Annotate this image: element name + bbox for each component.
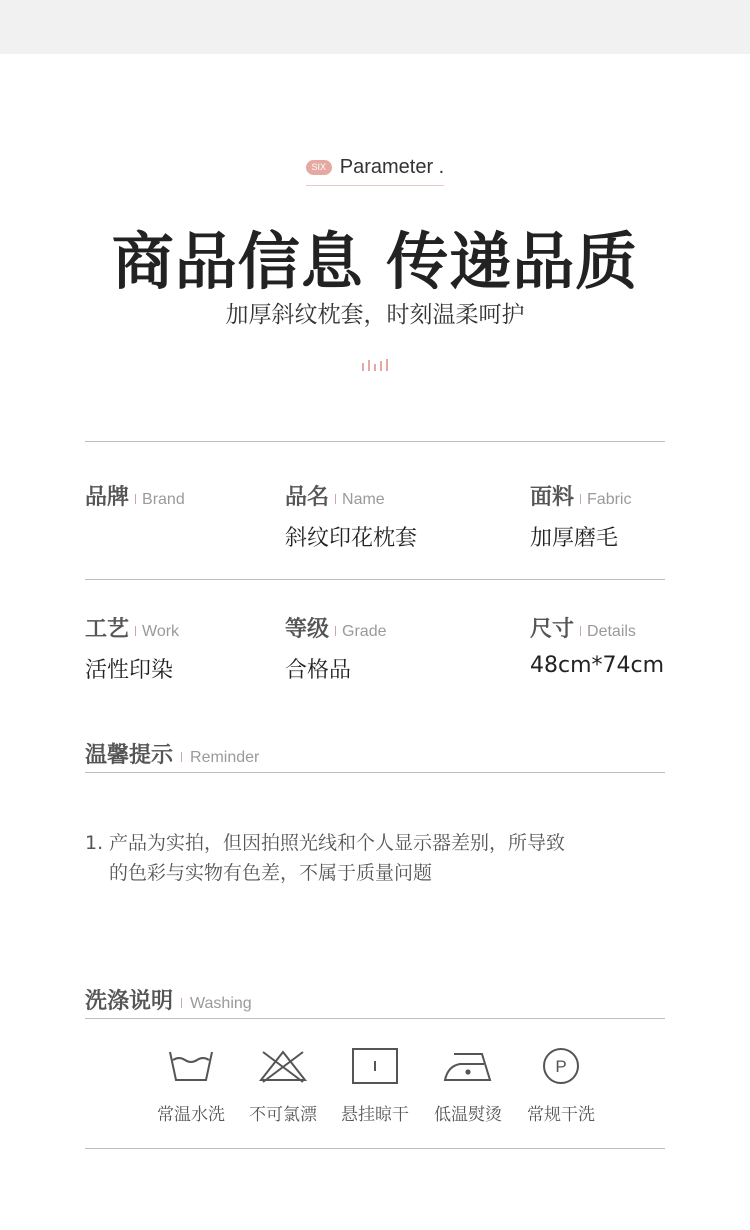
wash-item: [233, 1046, 333, 1125]
divider: [85, 772, 665, 773]
page-headline: 商品信息 传递品质: [111, 225, 639, 298]
wash-label: 不可氯漂: [249, 1105, 317, 1125]
wash-item: [141, 1046, 241, 1125]
note-line-1: 产品为实拍，但因拍照光线和个人显示器差别，所导致: [109, 832, 566, 854]
washing-title-en: Washing: [190, 995, 252, 1012]
decorative-bars-icon: [0, 357, 750, 376]
spec-work: [85, 612, 179, 684]
label-separator: [181, 998, 182, 1008]
section-badge: SIX: [306, 160, 332, 175]
wash-item: [418, 1046, 518, 1125]
label-separator: [335, 626, 336, 636]
page-subheadline: 加厚斜纹枕套，时刻温柔呵护: [225, 302, 525, 328]
no-bleach-icon: [233, 1046, 333, 1086]
divider: [85, 441, 665, 442]
spec-label-zh: 工艺: [85, 617, 130, 642]
washing-title-zh: 洗涤说明: [85, 989, 174, 1014]
wash-item: [325, 1046, 425, 1125]
label-separator: [135, 626, 136, 636]
wash-label: 常规干洗: [527, 1105, 595, 1125]
spec-label-zh: 面料: [530, 485, 575, 510]
wash-item: [511, 1046, 611, 1125]
note-line-2: 的色彩与实物有色差，不属于质量问题: [109, 862, 433, 884]
spec-label-en: Details: [587, 623, 636, 640]
spec-label-zh: 品名: [285, 485, 330, 510]
reminder-title-en: Reminder: [190, 749, 260, 766]
spec-label-zh: 尺寸: [530, 617, 575, 642]
section-tag-label: Parameter .: [339, 156, 445, 178]
reminder-title-zh: 温馨提示: [85, 743, 174, 768]
section-tag: [0, 155, 750, 186]
spec-label-en: Brand: [142, 491, 185, 508]
spec-label-en: Name: [342, 491, 385, 508]
spec-value: 活性印染: [85, 658, 174, 683]
wash-label: 常温水洗: [157, 1105, 225, 1125]
wash-tub-icon: [141, 1046, 241, 1086]
spec-details: [530, 612, 664, 678]
spec-label-zh: 等级: [285, 617, 330, 642]
label-separator: [580, 494, 581, 504]
label-separator: [181, 752, 182, 762]
spec-fabric: [530, 480, 631, 552]
line-dry-icon: [325, 1046, 425, 1086]
divider: [85, 579, 665, 580]
spec-brand: [85, 480, 185, 521]
divider: [85, 1018, 665, 1019]
note-number: 1.: [85, 832, 104, 854]
top-bar: [0, 0, 750, 54]
spec-label-en: Fabric: [587, 491, 632, 508]
wash-label: 悬挂晾干: [341, 1105, 409, 1125]
spec-value: 加厚磨毛: [530, 526, 619, 551]
reminder-note: [85, 828, 645, 888]
spec-name: [285, 480, 417, 552]
divider: [85, 1148, 665, 1149]
reminder-title: [85, 738, 259, 769]
spec-value: 斜纹印花枕套: [285, 526, 418, 551]
spec-value: 48cm*74cm: [530, 653, 665, 678]
spec-label-en: Grade: [342, 623, 387, 640]
wash-label: 低温熨烫: [434, 1105, 502, 1125]
spec-label-zh: 品牌: [85, 485, 130, 510]
label-separator: [335, 494, 336, 504]
dry-clean-p-icon: [511, 1046, 611, 1086]
label-separator: [135, 494, 136, 504]
spec-grade: [285, 612, 386, 684]
label-separator: [580, 626, 581, 636]
spec-value: 合格品: [285, 658, 352, 683]
washing-title: [85, 984, 252, 1015]
spec-label-en: Work: [142, 623, 180, 640]
svg-text:P: P: [555, 1057, 567, 1076]
iron-low-icon: [418, 1046, 518, 1086]
